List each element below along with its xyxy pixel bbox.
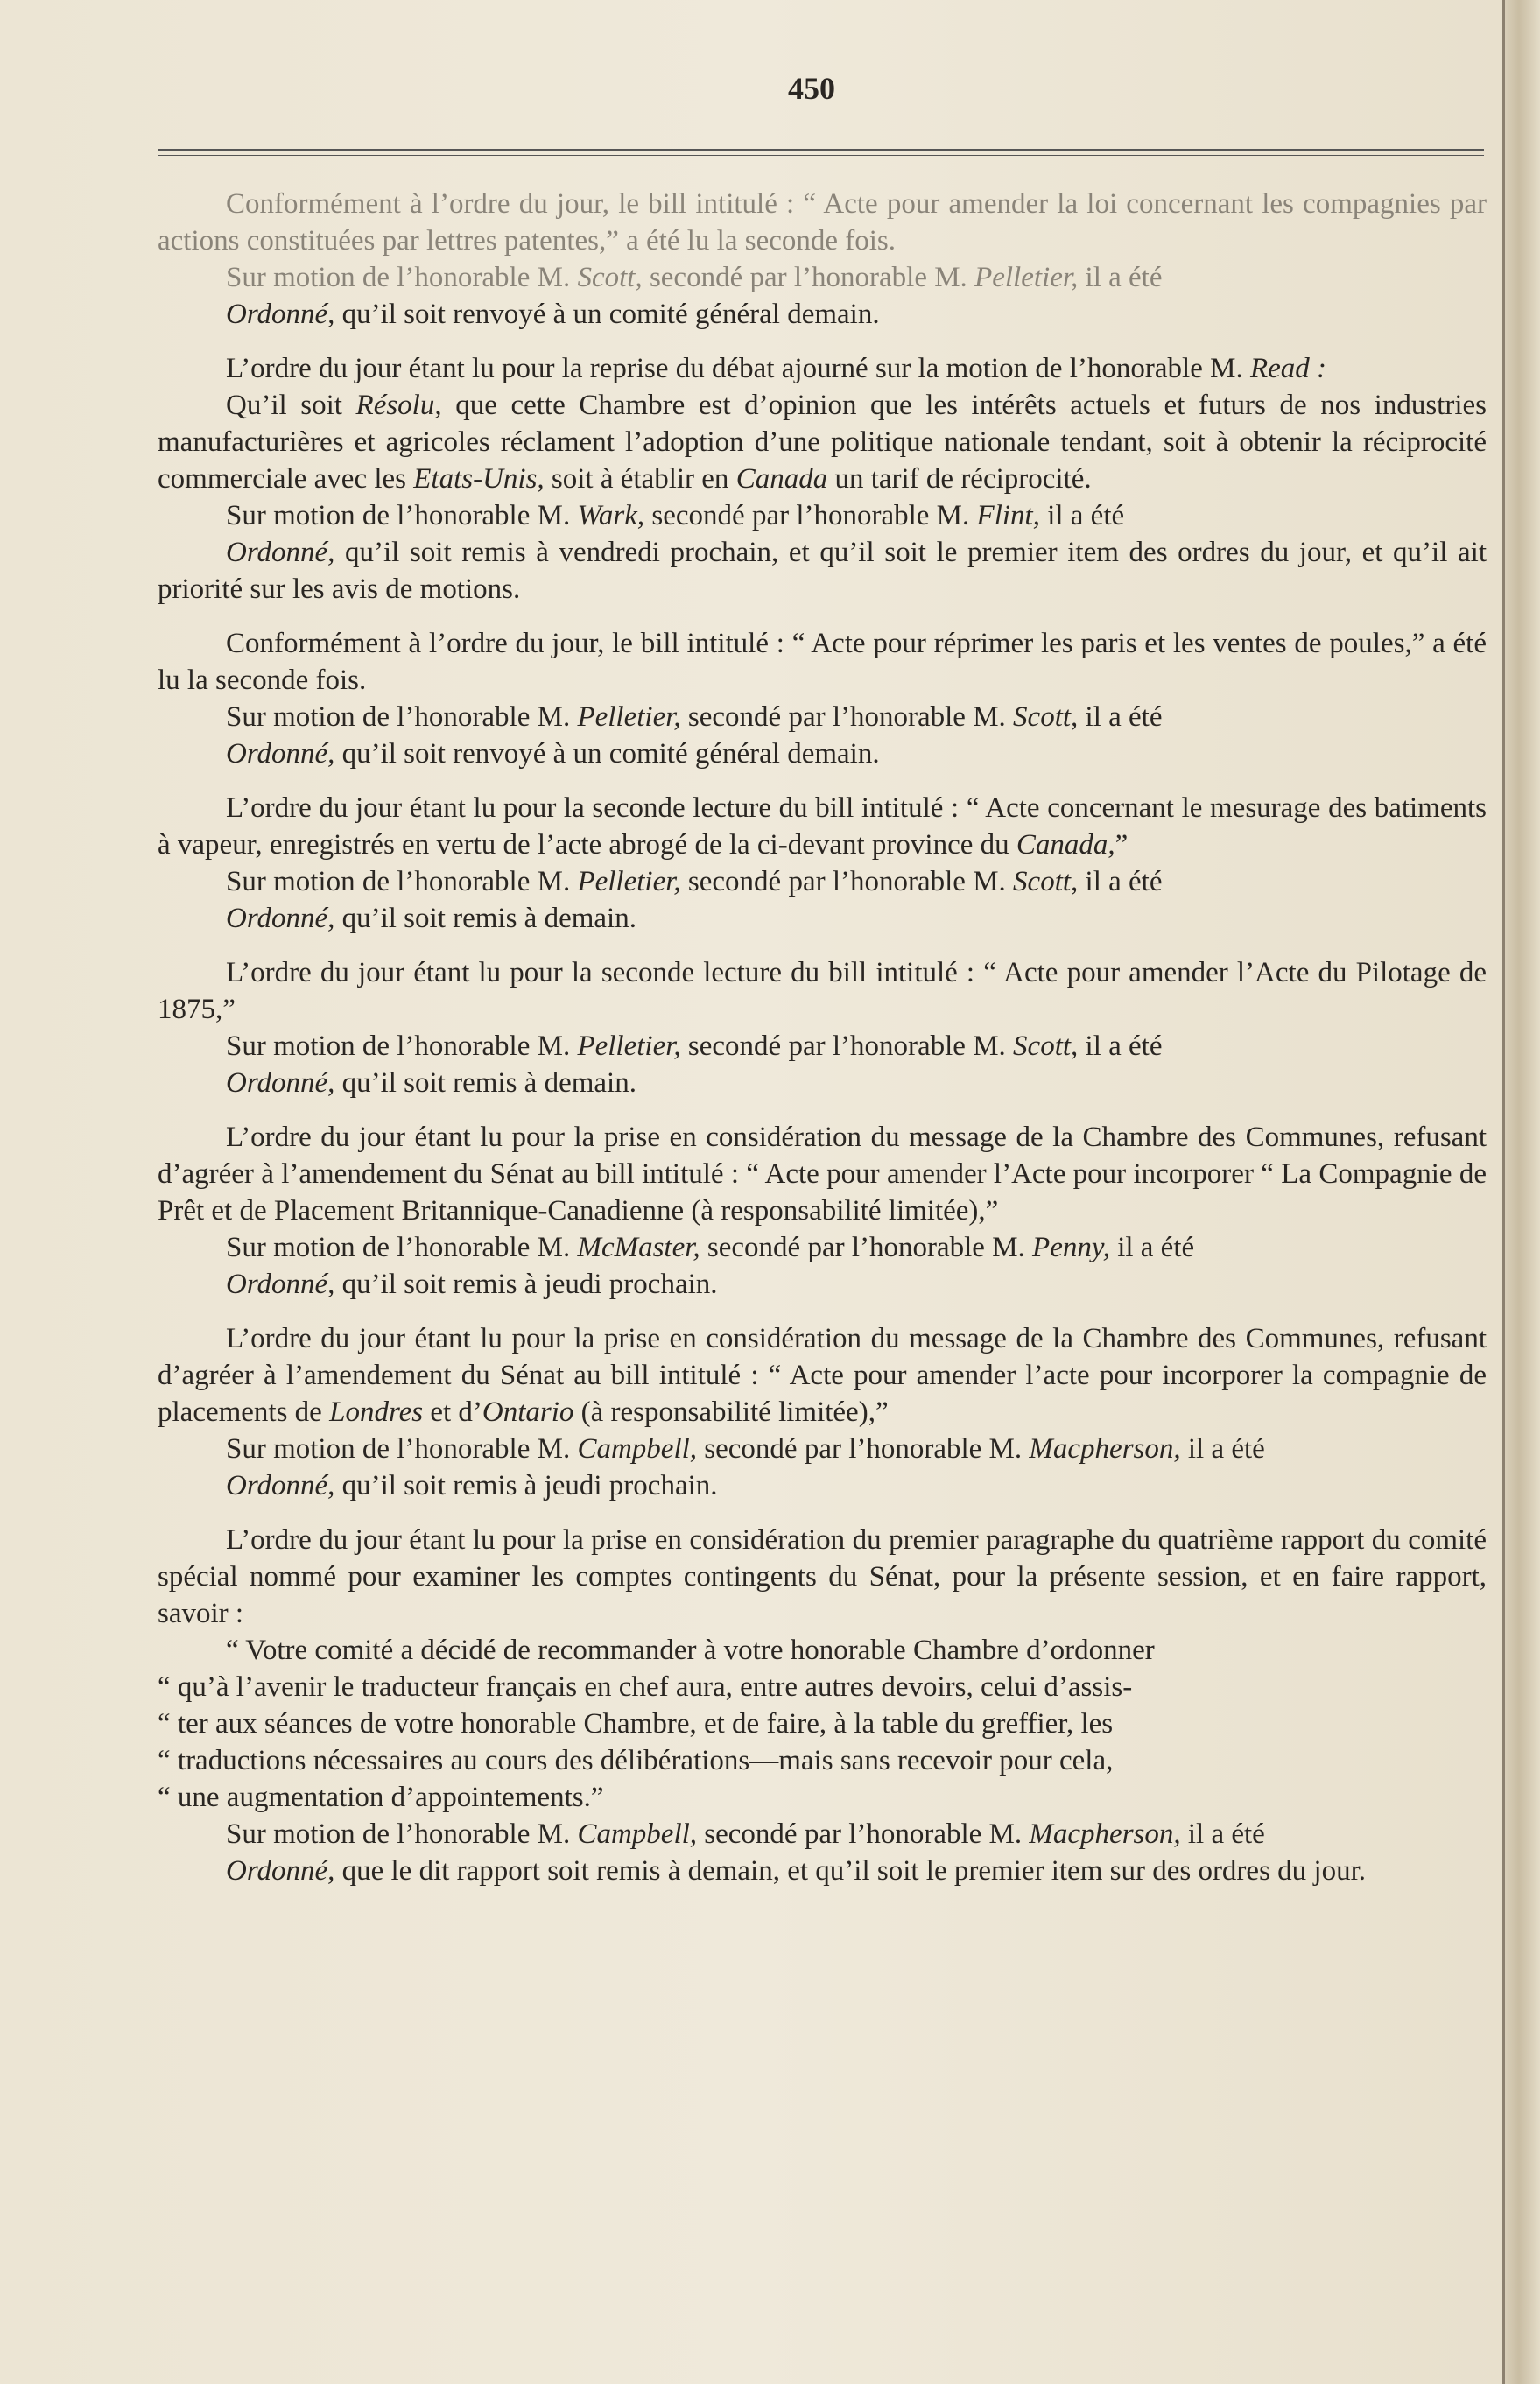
text-run: secondé par l’honorable M. bbox=[700, 1232, 1033, 1263]
italic-run: Pelletier, bbox=[577, 866, 681, 897]
paragraph bbox=[158, 387, 1487, 497]
paragraph bbox=[158, 497, 1487, 534]
text-run: ” bbox=[1115, 829, 1129, 861]
italic-run: Ordonné, bbox=[226, 738, 335, 770]
text-run: L’ordre du jour étant lu pour la prise en considération du message de la Chambre des Communes, refusant d’agréer à l’amendement du Sénat au bill intitulé : “ Acte pour amender l’Acte pour incorporer “ La Compagnie de Prêt et de Placement Britannique-Canadienne (à responsabilité limitée),” bbox=[158, 1122, 1487, 1227]
quoted-recommendation bbox=[158, 1632, 1487, 1816]
text-run: Qu’il soit bbox=[226, 390, 356, 421]
italic-run: Pelletier, bbox=[577, 701, 681, 733]
paragraph bbox=[158, 1816, 1487, 1853]
section-gap bbox=[158, 1101, 1487, 1119]
quote-line: “ Votre comité a décidé de recommander à votre honorable Chambre d’ordonner bbox=[226, 1635, 1155, 1666]
italic-run: Ordonné, bbox=[226, 1067, 335, 1099]
paragraph bbox=[158, 296, 1487, 333]
italic-run: Macpherson, bbox=[1029, 1433, 1181, 1465]
text-run: qu’il soit remis à demain. bbox=[334, 1067, 636, 1099]
text-run: Sur motion de l’honorable M. bbox=[226, 1232, 578, 1263]
text-run: L’ordre du jour étant lu pour la prise en considération du message de la Chambre des Communes, refusant d’agréer à l’amendement du Sénat au bill intitulé : “ Acte pour amender l’acte pour incorporer la compagnie de placements de bbox=[158, 1323, 1487, 1428]
book-gutter bbox=[1502, 0, 1540, 2384]
section-gap bbox=[158, 333, 1487, 350]
italic-run: Scott, bbox=[1013, 1030, 1079, 1062]
text-run: Sur motion de l’honorable M. bbox=[226, 1030, 578, 1062]
text-run: L’ordre du jour étant lu pour la prise en considération du premier paragraphe du quatrième rapport du comité spécial nommé pour examiner les comptes contingents du Sénat, pour la présente session, et en faire rapport, savoir : bbox=[158, 1524, 1487, 1629]
italic-run: Scott, bbox=[577, 262, 643, 293]
text-run: qu’il soit renvoyé à un comité général demain. bbox=[334, 738, 880, 770]
text-run: secondé par l’honorable M. bbox=[680, 701, 1014, 733]
italic-run: Ordonné, bbox=[226, 903, 335, 934]
text-run: Conformément à l’ordre du jour, le bill intitulé : “ Acte pour réprimer les paris et les ventes de poules,” a été lu la seconde fois. bbox=[158, 628, 1487, 696]
text-run: il a été bbox=[1180, 1818, 1265, 1850]
paragraph bbox=[158, 954, 1487, 1028]
quote-line: “ une augmentation d’appointements.” bbox=[158, 1782, 604, 1813]
header-rule bbox=[158, 149, 1484, 151]
italic-run: Pelletier, bbox=[974, 262, 1079, 293]
text-run: Sur motion de l’honorable M. bbox=[226, 1818, 578, 1850]
text-run: L’ordre du jour étant lu pour la seconde lecture du bill intitulé : “ Acte pour amender l’Acte du Pilotage de 1875,” bbox=[158, 957, 1487, 1025]
text-run: L’ordre du jour étant lu pour la reprise du débat ajourné sur la motion de l’honorable M. bbox=[226, 353, 1250, 384]
text-run: qu’il soit remis à jeudi prochain. bbox=[334, 1470, 718, 1501]
italic-run: Campbell, bbox=[577, 1818, 698, 1850]
paragraph bbox=[158, 534, 1487, 608]
text-run: L’ordre du jour étant lu pour la seconde lecture du bill intitulé : “ Acte concernant le mesurage des batiments à vapeur, enregistrés en vertu de l’acte abrogé de la ci-devant province du bbox=[158, 792, 1487, 861]
page-number: 450 bbox=[788, 71, 835, 106]
text-run: Sur motion de l’honorable M. bbox=[226, 701, 578, 733]
paragraph bbox=[158, 1266, 1487, 1303]
quote-line: “ traductions nécessaires au cours des délibérations—mais sans recevoir pour cela, bbox=[158, 1745, 1114, 1776]
text-run: Conformément à l’ordre du jour, le bill intitulé : “ Acte pour amender la loi concernant les compagnies par actions constituées par lettres patentes,” a été lu la seconde fois. bbox=[158, 188, 1487, 257]
text-run: qu’il soit renvoyé à un comité général demain. bbox=[334, 299, 880, 330]
italic-run: Penny, bbox=[1032, 1232, 1110, 1263]
italic-run: Ordonné, bbox=[226, 537, 335, 568]
section-gap bbox=[158, 608, 1487, 625]
text-run: il a été bbox=[1078, 1030, 1163, 1062]
quote-line: “ ter aux séances de votre honorable Chambre, et de faire, à la table du greffier, les bbox=[158, 1708, 1114, 1740]
text-run: Sur motion de l’honorable M. bbox=[226, 866, 578, 897]
italic-run: Wark, bbox=[577, 500, 645, 531]
section-gap bbox=[158, 1504, 1487, 1522]
italic-run: Ordonné, bbox=[226, 1470, 335, 1501]
italic-run: Canada bbox=[735, 463, 828, 495]
paragraph bbox=[158, 186, 1487, 259]
italic-run: Scott, bbox=[1013, 701, 1079, 733]
paragraph bbox=[158, 863, 1487, 900]
italic-run: Résolu, bbox=[355, 390, 442, 421]
italic-run: Flint, bbox=[976, 500, 1040, 531]
paragraph bbox=[158, 699, 1487, 735]
quote-line: “ qu’à l’avenir le traducteur français en chef aura, entre autres devoirs, celui d’assis- bbox=[158, 1671, 1133, 1703]
text-run: qu’il soit remis à jeudi prochain. bbox=[334, 1269, 718, 1300]
paragraph bbox=[158, 1522, 1487, 1632]
paragraph bbox=[158, 1065, 1487, 1101]
paragraph bbox=[158, 900, 1487, 937]
text-run: secondé par l’honorable M. bbox=[642, 262, 975, 293]
italic-run: McMaster, bbox=[577, 1232, 700, 1263]
text-run: Sur motion de l’honorable M. bbox=[226, 1433, 578, 1465]
text-run: que cette Chambre est d’opinion que les intérêts actuels et futurs de nos industries manufacturières et agricoles réclament l’adoption d’une politique nationale tendant, soit à obtenir la réciprocité commerciale avec les bbox=[158, 390, 1487, 495]
text-run: secondé par l’honorable M. bbox=[680, 1030, 1014, 1062]
text-run: secondé par l’honorable M. bbox=[680, 866, 1014, 897]
italic-run: Ordonné, bbox=[226, 1269, 335, 1300]
italic-run: Pelletier, bbox=[577, 1030, 681, 1062]
paragraph bbox=[158, 1431, 1487, 1467]
italic-run: Campbell, bbox=[577, 1433, 698, 1465]
text-run: il a été bbox=[1078, 262, 1163, 293]
text-run: que le dit rapport soit remis à demain, et qu’il soit le premier item sur des ordres du jour. bbox=[334, 1855, 1366, 1887]
italic-run: Ontario bbox=[482, 1396, 574, 1428]
italic-run: Londres bbox=[329, 1396, 424, 1428]
text-run: qu’il soit remis à demain. bbox=[334, 903, 636, 934]
text-run: et d’ bbox=[423, 1396, 482, 1428]
section-gap bbox=[158, 937, 1487, 954]
italic-run: Etats-Unis, bbox=[413, 463, 545, 495]
section-gap bbox=[158, 1303, 1487, 1320]
paragraph bbox=[158, 1320, 1487, 1431]
paragraph bbox=[158, 350, 1487, 387]
text-run: secondé par l’honorable M. bbox=[644, 500, 977, 531]
paragraph bbox=[158, 1229, 1487, 1266]
text-run: soit à établir en bbox=[544, 463, 736, 495]
text-run: il a été bbox=[1039, 500, 1125, 531]
text-run: il a été bbox=[1078, 866, 1163, 897]
paragraph bbox=[158, 735, 1487, 772]
italic-run: Ordonné, bbox=[226, 299, 335, 330]
text-run: (à responsabilité limitée),” bbox=[573, 1396, 889, 1428]
italic-run: Read : bbox=[1249, 353, 1326, 384]
paragraph bbox=[158, 790, 1487, 863]
paragraph bbox=[158, 259, 1487, 296]
italic-run: Scott, bbox=[1013, 866, 1079, 897]
text-run: il a été bbox=[1109, 1232, 1195, 1263]
paragraph bbox=[158, 1028, 1487, 1065]
header-rule-thin bbox=[158, 155, 1484, 156]
paragraph bbox=[158, 625, 1487, 699]
section-gap bbox=[158, 772, 1487, 790]
text-run: il a été bbox=[1180, 1433, 1265, 1465]
italic-run: Canada, bbox=[1016, 829, 1115, 861]
italic-run: Ordonné, bbox=[226, 1855, 335, 1887]
text-run: un tarif de réciprocité. bbox=[827, 463, 1092, 495]
text-run: secondé par l’honorable M. bbox=[697, 1818, 1030, 1850]
paragraph bbox=[158, 1853, 1487, 1889]
paragraph bbox=[158, 1119, 1487, 1229]
italic-run: Macpherson, bbox=[1029, 1818, 1181, 1850]
text-run: Sur motion de l’honorable M. bbox=[226, 262, 578, 293]
journal-body bbox=[158, 186, 1487, 1889]
text-run: Sur motion de l’honorable M. bbox=[226, 500, 578, 531]
text-run: qu’il soit remis à vendredi prochain, et qu’il soit le premier item des ordres du jour, et qu’il ait priorité sur les avis de motions. bbox=[158, 537, 1487, 605]
text-run: il a été bbox=[1078, 701, 1163, 733]
paragraph bbox=[158, 1467, 1487, 1504]
text-run: secondé par l’honorable M. bbox=[697, 1433, 1030, 1465]
